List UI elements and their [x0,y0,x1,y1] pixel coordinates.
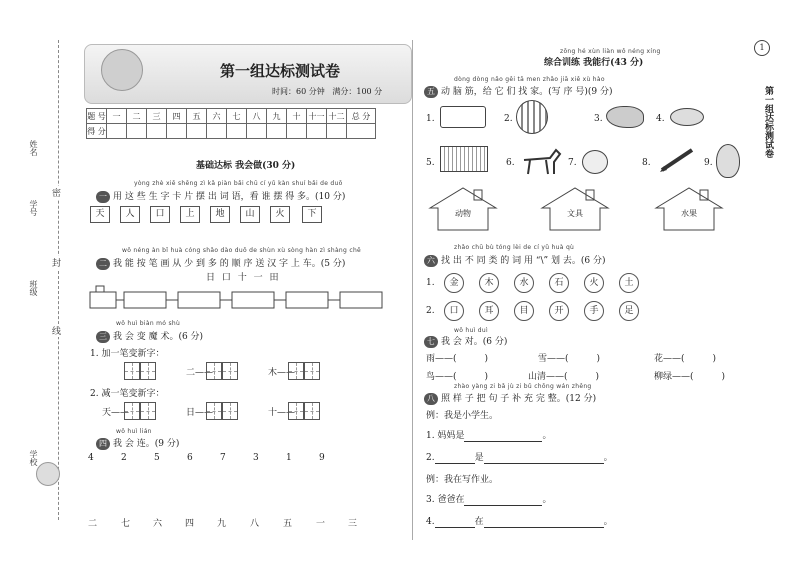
q5-label: 4. [656,114,665,124]
q7-text: 我 会 对。(6 分) [441,337,508,347]
q5-label: 2. [504,114,513,124]
q7-pinyin: wǒ huì duì [454,327,488,334]
q4-number: 3 [253,453,259,463]
pair-item: 鸟——( ) [426,372,489,382]
answer-blank[interactable] [435,517,475,528]
table-cell: 四 [167,109,187,124]
score-cell[interactable] [147,124,167,139]
q3-badge: 三 [96,331,110,343]
score-cell[interactable] [187,124,207,139]
q8-sentence4: 4. 在 。 [426,517,613,527]
char-card: 口 [150,206,170,223]
q1-text: 用 这 些 生 字 卡 片 摆 出 词 语，看 谁 摆 得 多。(10 分) [113,192,346,202]
q4-hanzi: 三 [348,519,358,529]
answer-box[interactable] [206,402,222,420]
table-cell: 十一 [307,109,327,124]
char-card: 上 [180,206,200,223]
house-label: 动物 [455,209,471,218]
bird-icon [606,106,644,128]
q8-example1: 例：我是小学生。 [426,411,499,421]
q7-prompt [424,334,507,348]
q5-label: 7. [568,158,577,168]
xian-mark: 线 [52,324,61,337]
q3-pinyin: wǒ huì biàn mó shù [116,320,181,327]
q6-row1-label: 1. [426,278,435,288]
pear-icon [716,144,740,178]
q4-number: 6 [187,453,193,463]
q3-text: 我 会 变 魔 术。(6 分) [113,332,204,342]
q4-number: 5 [154,453,160,463]
q4-number: 9 [319,453,325,463]
table-cell: 六 [207,109,227,124]
watermelon-icon [516,100,548,134]
char-card: 地 [210,206,230,223]
table-cell: 题 号 [87,109,107,124]
house-fruit [654,186,724,226]
q1-prompt [96,189,345,203]
q4-number: 1 [286,453,292,463]
word-circle[interactable]: 石 [549,273,569,293]
id-label: 学号 [29,200,38,216]
q4-number: 7 [220,453,226,463]
q4-hanzi: 五 [283,519,293,529]
q2-text: 我 能 按 笔 画 从 少 到 多 的 顺 序 送 汉 字 上 车。(5 分) [113,259,346,269]
answer-box[interactable] [124,402,140,420]
table-cell: 九 [267,109,287,124]
pair-item: 花——( ) [654,354,717,364]
q8-text: 照 样 子 把 句 子 补 充 完 整。(12 分) [441,394,597,404]
score-cell[interactable] [247,124,267,139]
table-cell: 八 [247,109,267,124]
section-b-title: 综合训练 我能行(43 分) [544,58,644,68]
score-cell[interactable] [107,124,127,139]
word-circle[interactable]: 火 [584,273,604,293]
word-circle[interactable]: 木 [479,273,499,293]
school-label: 学校 [29,450,38,466]
mi-mark: 密 [52,186,61,199]
score-cell[interactable] [227,124,247,139]
mascot-icon [101,49,143,91]
score-cell[interactable] [127,124,147,139]
pair-item: 柳绿——( ) [654,372,726,382]
class-label: 班级 [29,280,38,296]
answer-box[interactable] [304,402,320,420]
answer-box[interactable] [288,362,304,380]
score-cell[interactable] [307,124,327,139]
pencil-case-icon [440,146,488,172]
q6-pinyin: zhǎo chū bù tóng lèi de cí yǔ huà qù [454,244,575,251]
table-cell: 五 [187,109,207,124]
q4-hanzi: 四 [185,519,195,529]
pair-item: 雪——( ) [538,354,601,364]
table-cell: 总 分 [347,109,376,124]
score-cell[interactable] [167,124,187,139]
exam-meta [272,86,382,97]
word-circle[interactable]: 水 [514,273,534,293]
page-title: 第一组达标测试卷 [219,62,340,80]
full-score-label: 满分：100 分 [332,87,383,96]
side-title: 第一组达标测试卷 [763,86,773,158]
char-card: 天 [90,206,110,223]
q4-hanzi: 七 [121,519,131,529]
q3-add-item: 木—— [268,368,296,378]
score-cell[interactable] [287,124,307,139]
q4-hanzi: 二 [88,519,98,529]
word-circle[interactable]: 土 [619,273,639,293]
page-number: 1 [754,40,770,56]
table-cell: 三 [147,109,167,124]
q8-badge: 八 [424,393,438,405]
q6-text: 找 出 不 同 类 的 词 用 “\” 划 去。(6 分) [441,256,606,266]
q6-row2-label: 2. [426,306,435,316]
word-circle[interactable]: 开 [549,301,569,321]
table-cell: 十二 [327,109,347,124]
char-card: 下 [302,206,322,223]
train-graphic [88,284,388,312]
pair-item: 雨——( ) [426,354,489,364]
table-cell: 得 分 [87,124,107,139]
eraser-icon [440,106,486,128]
char-card: 人 [120,206,140,223]
score-table [86,108,376,139]
q4-number: 2 [121,453,127,463]
q5-pinyin: dòng dòng nǎo gěi tā men zhǎo jiā xiě xù hào [454,76,605,83]
answer-box[interactable] [222,362,238,380]
pair-item: 山清——( ) [528,372,600,382]
q8-pinyin: zhào yàng zi bǎ jù zi bǔ chōng wán zhěng [454,383,592,390]
char-card: 山 [240,206,260,223]
word-circle[interactable]: 手 [584,301,604,321]
section-a-title: 基础达标 我会做(30 分) [196,161,296,171]
answer-box[interactable] [222,402,238,420]
word-circle[interactable]: 目 [514,301,534,321]
pencil-icon [658,146,698,174]
q8-prompt [424,391,596,405]
q4-hanzi: 六 [153,519,163,529]
word-circle[interactable]: 口 [444,301,464,321]
fish-icon [670,108,704,126]
answer-blank[interactable] [435,453,475,464]
q1-pinyin: yòng zhè xiē shēng zì kǎ piàn bǎi chū cí yǔ kàn shuí bǎi de duō [134,180,343,187]
binding-strip [0,0,78,565]
table-cell: 二 [127,109,147,124]
q4-pinyin: wǒ huì lián [116,428,152,435]
apple-icon [582,150,608,174]
house-stationery [540,186,610,226]
table-row [87,124,376,139]
q5-label: 5. [426,158,435,168]
answer-blank[interactable] [464,431,542,442]
char-card: 火 [270,206,290,223]
word-circle[interactable]: 足 [619,301,639,321]
q8-sentence2: 2. 是 。 [426,453,613,463]
q5-label: 6. [506,158,515,168]
q3-sub1: 1. 加一笔变新字： [90,349,165,359]
q5-label: 3. [594,114,603,124]
q8-example2: 例：我在写作业。 [426,475,499,485]
q8-sentence1: 1. 妈妈是 。 [426,431,552,441]
q6-badge: 六 [424,255,438,267]
score-cell[interactable] [267,124,287,139]
q5-label: 8. [642,158,651,168]
answer-box[interactable] [304,362,320,380]
q5-text: 动 脑 筋，给 它 们 找 家。(写 序 号)(9 分) [441,87,613,97]
q4-hanzi: 八 [250,519,260,529]
word-circle[interactable]: 耳 [479,301,499,321]
q3-sub-item: 日—— [186,408,214,418]
score-cell[interactable] [347,124,376,139]
q4-badge: 四 [96,438,110,450]
page-divider [412,40,413,540]
answer-box[interactable] [140,362,156,380]
q4-hanzi: 一 [316,519,326,529]
name-label: 姓名 [29,140,38,156]
house-label: 水果 [681,209,697,218]
time-label: 时间：60 分钟 [272,87,325,96]
q7-badge: 七 [424,336,438,348]
answer-box[interactable] [140,402,156,420]
answer-blank[interactable] [484,453,604,464]
q2-pinyin: wǒ néng àn bǐ huà cóng shǎo dào duō de shùn xù sòng hàn zì shàng chē [122,247,362,254]
answer-box[interactable] [124,362,140,380]
q3-sub-item: 天—— [102,408,130,418]
horse-icon [520,146,562,176]
q3-prompt [96,329,203,343]
q4-number: 4 [88,453,94,463]
score-cell[interactable] [327,124,347,139]
q8-sentence3: 3. 爸爸在 。 [426,495,552,505]
house-label: 文具 [567,209,583,218]
q5-badge: 五 [424,86,438,98]
table-cell: 一 [107,109,127,124]
score-cell[interactable] [207,124,227,139]
house-animals [428,186,498,226]
q6-prompt [424,253,605,267]
feng-mark: 封 [52,256,61,269]
table-cell: 十 [287,109,307,124]
q5-label: 9. [704,158,713,168]
cut-line [58,40,59,520]
mascot-icon [36,462,60,486]
q5-prompt [424,84,613,98]
q1-badge: 一 [96,191,110,203]
q3-add-item: 二—— [186,368,214,378]
table-row [87,109,376,124]
q3-sub2: 2. 减一笔变新字： [90,389,165,399]
q3-sub-item: 十—— [268,408,296,418]
q4-text: 我 会 连。(9 分) [113,439,180,449]
q4-prompt [96,436,179,450]
answer-box[interactable] [288,402,304,420]
q5-label: 1. [426,114,435,124]
answer-blank[interactable] [464,495,542,506]
word-circle[interactable]: 金 [444,273,464,293]
section-b-pinyin: zōng hé xùn liàn wǒ néng xíng [560,48,661,55]
table-cell: 七 [227,109,247,124]
q2-prompt [96,256,345,270]
answer-blank[interactable] [484,517,604,528]
q2-chars: 日 口 十 一 田 [206,273,281,283]
q2-badge: 二 [96,258,110,270]
answer-box[interactable] [206,362,222,380]
q4-hanzi: 九 [217,519,227,529]
